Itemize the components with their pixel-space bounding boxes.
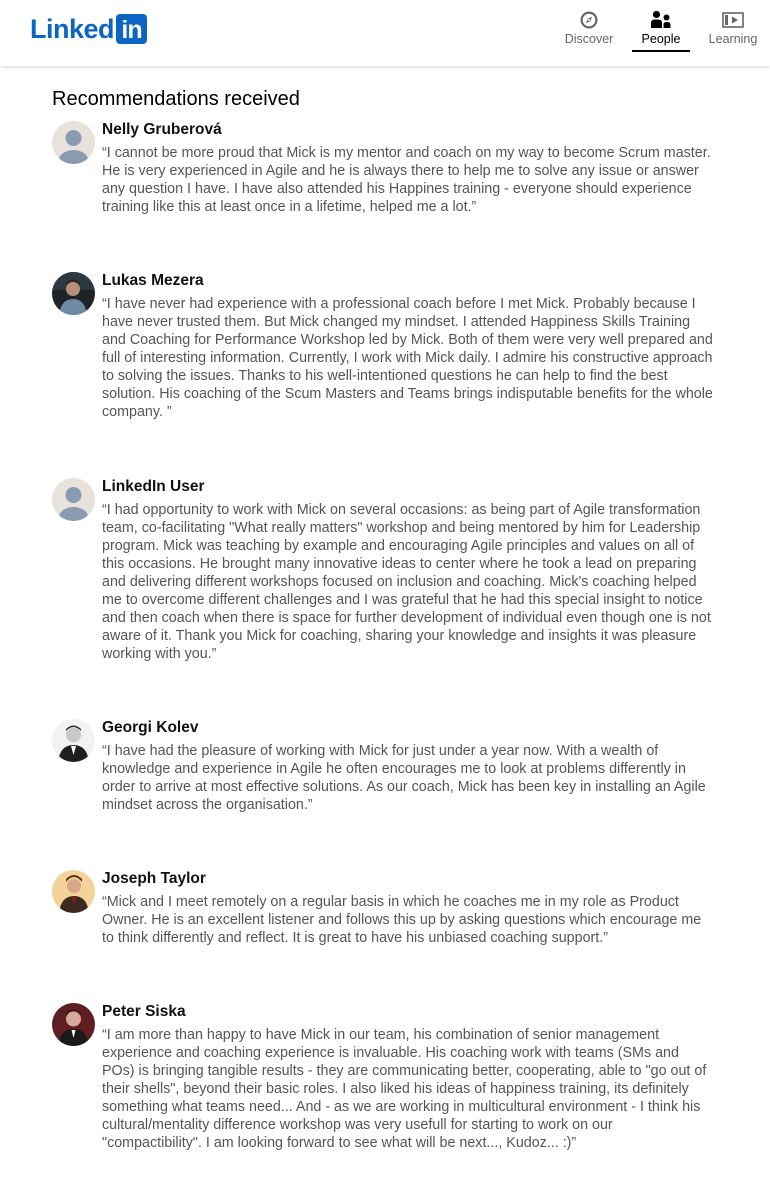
recommendation-text: “I have never had experience with a professional coach before I met Mick. Probably because I have never trusted them. But Mick changed my mindset. I attended Happiness Skills Training and Coaching for Performance Workshop led by Mick. Both of them were very well prepared and full of interesting information. Currently, I work with Mick daily. I admire his constructive approach to solving the issues. Thanks to his well-intentioned questions he can help to find the best solution. His coaching of the Scum Masters and Teams brings indisputable benefits for the whole company. ” — [102, 296, 713, 420]
recommender-name[interactable]: Joseph Taylor — [102, 870, 206, 887]
recommender-name[interactable]: Nelly Gruberová — [102, 121, 222, 138]
recommendation-text: “I am more than happy to have Mick in our team, his combination of senior management experience and coaching experience is invaluable. His coaching work with teams (SMs and POs) is bringing tangible results - they are communicating better, cooperating, able to "go out of their shells", beyond their basic roles. I also liked his ideas of happiness training, its definitely something what teams need... And - as we are working in multicultural environment - I think his cultural/mentality difference workshop was very usefull for starting to work on our "compactibility". I am looking forward to see what will be next..., Kudoz... :)” — [102, 1027, 707, 1151]
logo-in-box: in — [116, 14, 147, 44]
recommendation-text: “Mick and I meet remotely on a regular basis in which he coaches me in my role as Product Owner. He is an excellent listener and follows this up by asking questions which encourage me to think differently and reflect. It is great to have his unbiased coaching support.” — [102, 894, 702, 946]
profile-photo[interactable] — [52, 272, 95, 315]
recommendation-text: “I cannot be more proud that Mick is my mentor and coach on my way to become Scrum master. He is very experienced in Agile and he is always there to help me to solve any issue or answer any question I have. I have also attended his Happines training - everyone should experience training like this at least once in a lifetime, helped me a lot.” — [102, 145, 711, 215]
recommendation-text: “I have had the pleasure of working with Mick for just under a year now. With a wealth of knowledge and experience in Agile he often encourages me to look at problems differently in order to arrive at most effective solutions. As our coach, Mick has been key in installing an Agile mindset across the organisation.” — [102, 743, 706, 813]
recommendation-text: “I had opportunity to work with Mick on several occasions: as being part of Agile transformation team, co-facilitating "What really matters" workshop and being mentored by him for Leadership program. Mick was teaching by example and encouraging Agile principles and values on all of this occasions. He brought many innovative ideas to center where he took a lead on preparing and delivering different workshops focused on inclusion and coaching. Mick's coaching helped me to overcome different challenges and I was grateful that he had this special insight to notice and then coach when there is space for further development of individual even though one is not aware of it. Thank you Mick for coaching, sharing your knowledge and insights it was pleasure working with you.” — [102, 502, 711, 662]
nav-people[interactable] — [632, 0, 690, 52]
nav-discover[interactable] — [558, 0, 620, 52]
compass-icon — [578, 10, 600, 30]
page-title: Recommendations received — [52, 88, 300, 111]
default-avatar-icon[interactable] — [52, 121, 95, 164]
top-navigation-bar — [0, 0, 770, 66]
recommender-name[interactable]: Georgi Kolev — [102, 719, 199, 736]
profile-photo[interactable] — [52, 870, 95, 913]
recommender-name[interactable]: LinkedIn User — [102, 478, 205, 495]
profile-photo[interactable] — [52, 719, 95, 762]
nav-discover-label: Discover — [564, 32, 614, 46]
recommender-name[interactable]: Peter Siska — [102, 1003, 186, 1020]
default-avatar-icon[interactable] — [52, 478, 95, 521]
people-icon — [650, 10, 672, 30]
linkedin-logo[interactable] — [30, 14, 147, 44]
nav-people-label: People — [641, 32, 681, 46]
logo-wordmark: Linked — [30, 14, 115, 44]
nav-learning[interactable] — [702, 0, 764, 52]
recommender-name[interactable]: Lukas Mezera — [102, 272, 204, 289]
nav-learning-label: Learning — [708, 32, 758, 46]
profile-photo[interactable] — [52, 1003, 95, 1046]
video-icon — [722, 10, 744, 30]
